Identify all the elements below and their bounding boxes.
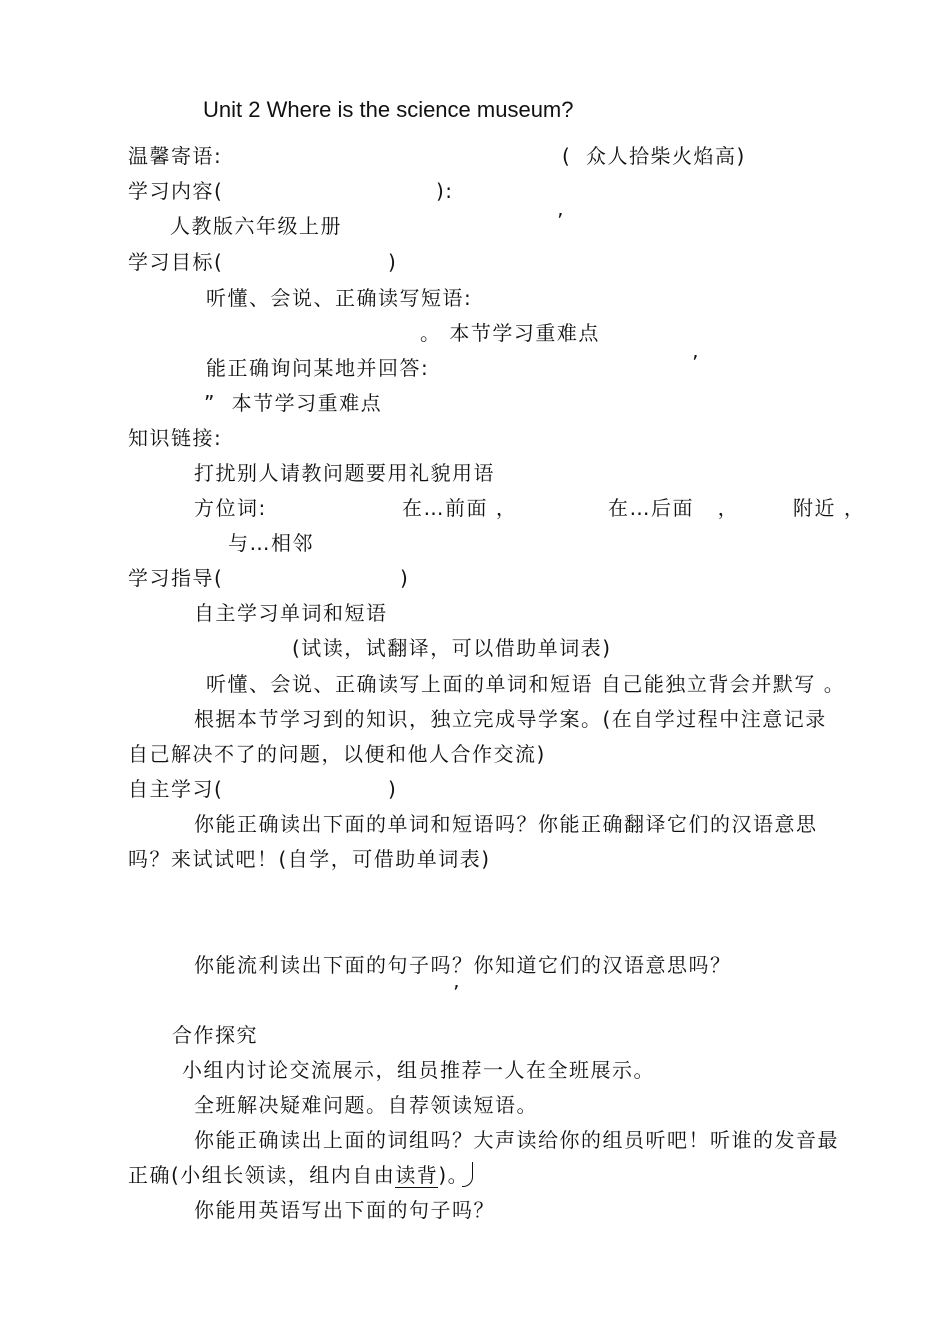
cooperation-item-write-sentences: 你能用英语写出下面的句子吗？ xyxy=(194,1198,495,1222)
direction-words-label: 方位词: xyxy=(194,496,267,520)
guide-label: 学习指导( xyxy=(128,566,224,590)
read-recite-underlined: 读背 xyxy=(395,1163,439,1187)
cooperation-item-read-aloud-line2 xyxy=(128,1162,469,1188)
self-study-label-close: ) xyxy=(388,777,398,801)
guide-item-worksheet-line2: 自己解决不了的问题，以便和他人合作交流) xyxy=(128,742,546,766)
guide-label-close: ) xyxy=(400,566,410,590)
goals-label-close: ) xyxy=(388,250,398,274)
textbook-name: 人教版六年级上册 xyxy=(170,214,342,238)
self-study-question1-line2: 吗？来试试吧！(自学，可借助单词表) xyxy=(128,847,491,871)
cooperation-item-class-solve: 全班解决疑难问题。自荐领读短语。 xyxy=(194,1093,538,1117)
next-to: 与…相邻 xyxy=(228,531,314,555)
content-comma: ’ xyxy=(557,209,565,233)
goal-item-ask-place: 能正确询问某地并回答: xyxy=(206,356,430,380)
polite-expressions: 打扰别人请教问题要用礼貌用语 xyxy=(194,461,495,485)
near: 附近 ， xyxy=(793,496,866,520)
self-study-comma: ’ xyxy=(453,981,461,1005)
greeting-label: 温馨寄语: xyxy=(128,144,223,168)
guide-item-recite: 听懂、会说、正确读写上面的单词和短语 自己能独立背会并默写 。 xyxy=(206,672,846,696)
motto-open-paren: ( xyxy=(562,144,572,168)
content-label-close: ): xyxy=(436,179,454,203)
goals-label: 学习目标( xyxy=(128,250,224,274)
guide-item-worksheet-line1: 根据本节学习到的知识，独立完成导学案。(在自学过程中注意记录 xyxy=(194,707,827,731)
cooperation-item-group-discussion: 小组内讨论交流展示，组员推荐一人在全班展示。 xyxy=(182,1058,655,1082)
annotation-bracket xyxy=(462,1162,473,1187)
content-label: 学习内容( xyxy=(128,179,224,203)
self-study-label: 自主学习( xyxy=(128,777,224,801)
cooperation-item-read-aloud-line1: 你能正确读出上面的词组吗？大声读给你的组员听吧！听谁的发音最 xyxy=(194,1128,839,1152)
unit-title: Unit 2 Where is the science museum? xyxy=(203,97,574,122)
guide-item-self-study-note: (试读，试翻译，可以借助单词表) xyxy=(292,636,612,660)
motto-text: 众人拾柴火焰高) xyxy=(586,144,746,168)
read-aloud-close: )。 xyxy=(438,1163,470,1187)
behind: 在…后面 ， xyxy=(608,496,740,520)
knowledge-label: 知识链接: xyxy=(128,426,223,450)
goal-item-phrases-note: 。 本节学习重难点 xyxy=(420,321,600,345)
goal-item-ask-place-note: ” 本节学习重难点 xyxy=(204,391,383,415)
in-front-of: 在…前面 ， xyxy=(402,496,518,520)
goal-item-comma: ’ xyxy=(692,351,700,375)
read-aloud-text: 正确(小组长领读，组内自由 xyxy=(128,1163,396,1187)
goal-item-phrases: 听懂、会说、正确读写短语: xyxy=(206,286,473,310)
self-study-question1-line1: 你能正确读出下面的单词和短语吗？你能正确翻译它们的汉语意思 xyxy=(194,812,818,836)
cooperation-label: 合作探究 xyxy=(172,1023,258,1047)
guide-item-self-study: 自主学习单词和短语 xyxy=(194,601,388,625)
self-study-question2: 你能流利读出下面的句子吗？你知道它们的汉语意思吗？ xyxy=(194,953,732,977)
